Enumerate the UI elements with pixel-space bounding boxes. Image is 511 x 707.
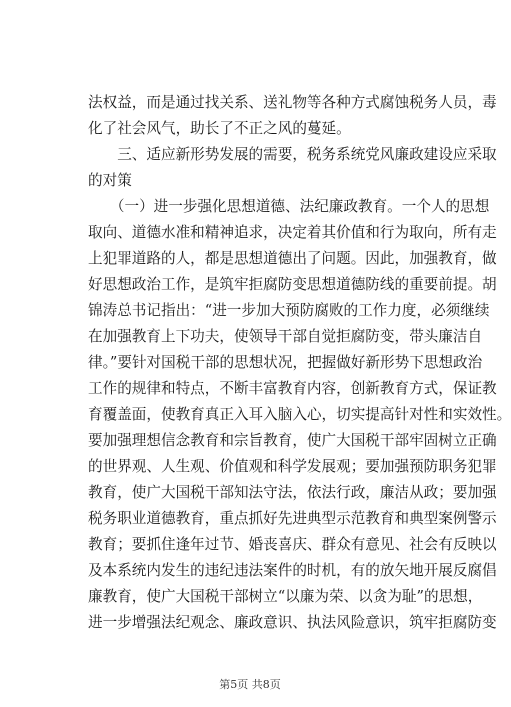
text-line: 上犯罪道路的人，都是思想道德出了问题。因此，加强教育，做 — [88, 250, 497, 267]
text-line: 进一步增强法纪观念、廉政意识、执法风险意识，筑牢拒腐防变 — [88, 614, 497, 631]
section-heading: 的对策 — [88, 172, 132, 189]
text-line: 工作的规律和特点，不断丰富教育内容，创新教育方式，保证教 — [88, 380, 497, 397]
text-line: 法权益，而是通过找关系、送礼物等各种方式腐蚀税务人员，毒 — [88, 94, 497, 111]
text-line: 廉教育，使广大国税干部树立“以廉为荣、以贪为耻”的思想， — [88, 588, 483, 605]
text-line: 教育；要抓住逢年过节、婚丧喜庆、群众有意见、社会有反映以 — [88, 536, 497, 553]
text-line: 化了社会风气，助长了不正之风的蔓延。 — [88, 120, 351, 137]
text-line: 取向、道德水准和精神追求，决定着其价值和行为取向，所有走 — [88, 224, 497, 241]
text-line: 税务职业道德教育，重点抓好先进典型示范教育和典型案例警示 — [88, 510, 497, 527]
text-line: 在加强教育上下功夫，使领导干部自觉拒腐防变，带头廉洁自 — [88, 328, 483, 345]
text-line: 律。”要针对国税干部的思想状况，把握做好新形势下思想政治 — [88, 354, 483, 371]
section-heading: 三、适应新形势发展的需要，税务系统党风廉政建设应采取 — [88, 146, 497, 163]
text-line: 要加强理想信念教育和宗旨教育，使广大国税干部牢固树立正确 — [88, 432, 497, 449]
text-line: 好思想政治工作，是筑牢拒腐防变思想道德防线的重要前提。胡 — [88, 276, 497, 293]
page-number: 第5页 共8页 — [219, 678, 281, 691]
text-line: （一）进一步强化思想道德、法纪廉政教育。一个人的思想 — [88, 198, 490, 215]
text-line: 的世界观、人生观、价值观和科学发展观；要加强预防职务犯罪 — [88, 458, 497, 475]
body-text — [88, 90, 511, 636]
text-line: 及本系统内发生的违纪违法案件的时机，有的放矢地开展反腐倡 — [88, 562, 497, 579]
text-line: 育覆盖面，使教育真正入耳入脑入心，切实提高针对性和实效性。 — [88, 406, 511, 423]
text-line: 锦涛总书记指出：“进一步加大预防腐败的工作力度，必须继续 — [88, 302, 490, 319]
text-line: 教育，使广大国税干部知法守法，依法行政，廉洁从政；要加强 — [88, 484, 497, 501]
